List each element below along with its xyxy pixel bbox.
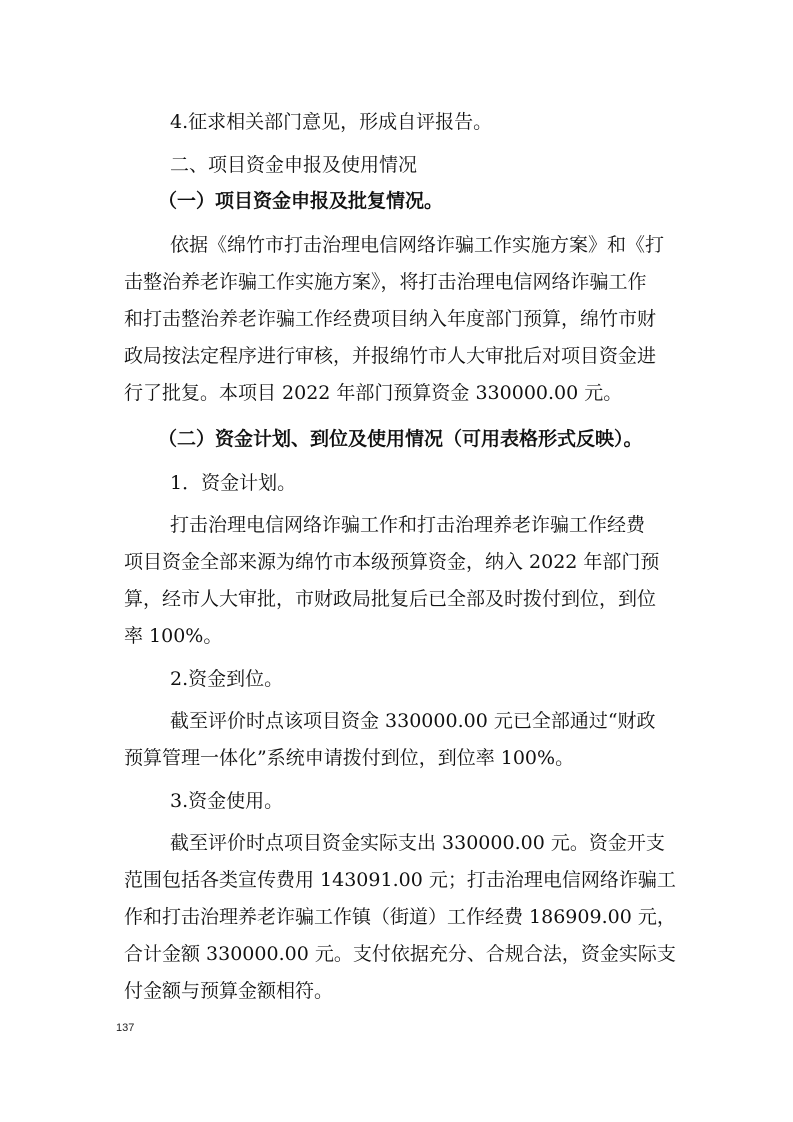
paragraph-line: 政局按法定程序进行审核，并报绵竹市人大审批后对项目资金进 [124, 345, 657, 367]
paragraph-line: 行了批复。本项目 2022 年部门预算资金 330000.00 元。 [124, 382, 623, 404]
paragraph-line: 击整治养老诈骗工作实施方案》，将打击治理电信网络诈骗工作 [124, 271, 647, 293]
page-number: 137 [116, 1022, 135, 1034]
paragraph-line: 作和打击治理养老诈骗工作镇（街道）工作经费 186909.00 元， [124, 906, 676, 928]
paragraph-line: 合计金额 330000.00 元。支付依据充分、合规合法，资金实际支 [124, 943, 676, 965]
paragraph-line: 和打击整治养老诈骗工作经费项目纳入年度部门预算，绵竹市财 [124, 308, 657, 330]
paragraph-line: 截至评价时点该项目资金 330000.00 元已全部通过“财政 [170, 710, 656, 732]
paragraph-line: 付金额与预算金额相符。 [124, 980, 334, 1002]
item-heading-1: 1．资金计划。 [170, 472, 297, 494]
paragraph-line: 预算管理一体化”系统申请拨付到位，到位率 100%。 [124, 747, 575, 769]
subsection-heading-2: （二）资金计划、到位及使用情况（可用表格形式反映）。 [158, 428, 643, 450]
paragraph-line: 打击治理电信网络诈骗工作和打击治理养老诈骗工作经费 [170, 514, 646, 536]
item-heading-2: 2.资金到位。 [170, 668, 284, 690]
paragraph-line: 依据《绵竹市打击治理电信网络诈骗工作实施方案》和《打 [170, 234, 665, 256]
paragraph-line: 范围包括各类宣传费用 143091.00 元；打击治理电信网络诈骗工 [124, 869, 676, 891]
subsection-heading-1: （一）项目资金申报及批复情况。 [158, 190, 444, 212]
section-heading-2: 二、项目资金申报及使用情况 [170, 154, 418, 176]
paragraph-line: 算，经市人大审批，市财政局批复后已全部及时拨付到位，到位 [124, 588, 657, 610]
item-heading-3: 3.资金使用。 [170, 790, 284, 812]
paragraph-line: 率 100%。 [124, 625, 223, 647]
paragraph-line: 项目资金全部来源为绵竹市本级预算资金，纳入 2022 年部门预 [124, 551, 660, 573]
paragraph-step-4: 4.征求相关部门意见，形成自评报告。 [170, 111, 493, 133]
paragraph-line: 截至评价时点项目资金实际支出 330000.00 元。资金开支 [170, 832, 665, 854]
